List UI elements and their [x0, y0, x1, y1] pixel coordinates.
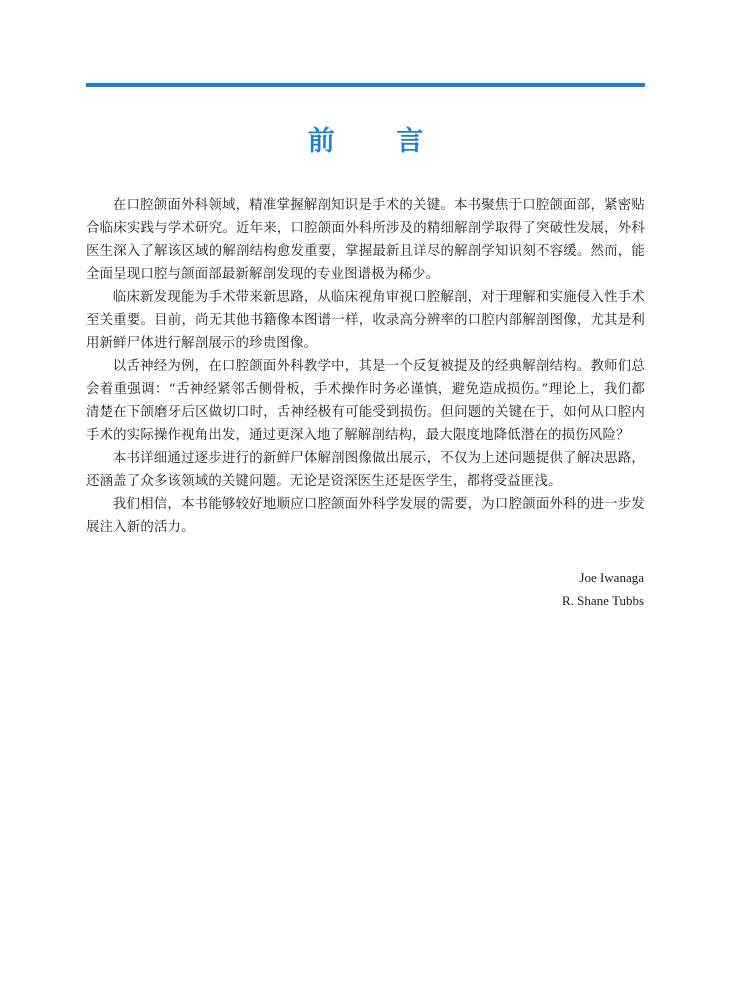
paragraph: 在口腔颌面外科领域，精准掌握解剖知识是手术的关键。本书聚焦于口腔颌面部，紧密贴合临床实践与学术研究。近年来，口腔颌面外科所涉及的精细解剖学取得了突破性发展，外科医生深入了解该区域的解剖结构愈发重要，掌握最新且详尽的解剖学知识刻不容缓。然而，能全面呈现口腔与颌面部最新解剖发现的专业图谱极为稀少。: [86, 198, 645, 282]
paragraph: 我们相信，本书能够较好地顺应口腔颌面外科学发展的需要，为口腔颌面外科的进一步发展注入新的活力。: [86, 497, 645, 535]
author-name: R. Shane Tubbs: [562, 593, 644, 608]
header-rule: [86, 83, 645, 87]
paragraph: 以舌神经为例，在口腔颌面外科教学中，其是一个反复被提及的经典解剖结构。教师们总会着重强调：“舌神经紧邻舌侧骨板，手术操作时务必谨慎，避免造成损伤。”理论上，我们都清楚在下颌磨牙后区做切口时，舌神经极有可能受到损伤。但问题的关键在于，如何从口腔内手术的实际操作视角出发，通过更深入地了解解剖结构，最大限度地降低潜在的损伤风险？: [86, 359, 645, 443]
author-signature: [562, 566, 644, 612]
paragraph: 本书详细通过逐步进行的新鲜尸体解剖图像做出展示，不仅为上述问题提供了解决思路，还涵盖了众多该领域的关键问题。无论是资深医生还是医学生，都将受益匪浅。: [86, 451, 645, 489]
preface-body: [86, 194, 645, 539]
page-title: 前 言: [307, 126, 450, 157]
paragraph: 临床新发现能为手术带来新思路，从临床视角审视口腔解剖，对于理解和实施侵入性手术至关重要。目前，尚无其他书籍像本图谱一样，收录高分辨率的口腔内部解剖图像，尤其是利用新鲜尸体进行解剖展示的珍贵图像。: [86, 290, 645, 351]
author-name: Joe Iwanaga: [579, 570, 644, 585]
